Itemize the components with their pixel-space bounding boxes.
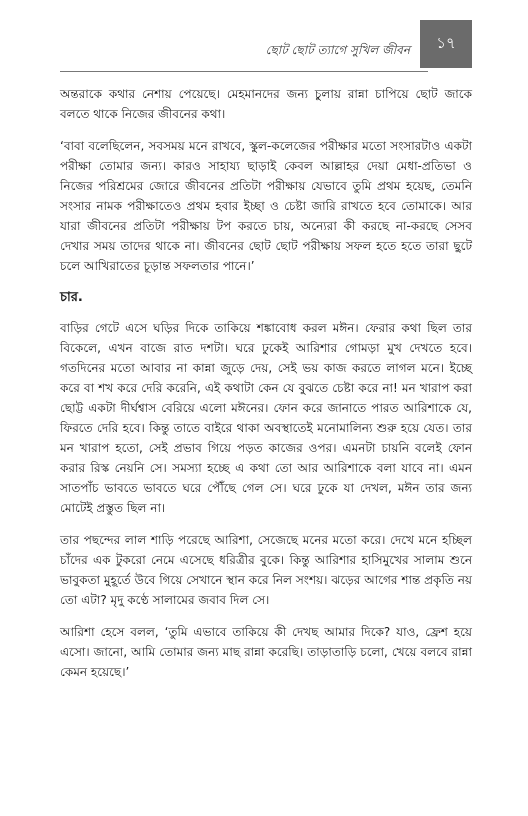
page-number-box: [420, 20, 472, 68]
header-rule: [60, 71, 428, 72]
paragraph-2: ‘বাবা বলেছিলেন, সবসময় মনে রাখবে, স্কুল-কলেজের পরীক্ষার মতো সংসারটাও একটা পরীক্ষা তোমার জন্য। কারও সাহায্য ছাড়াই কেবল আল্লাহর দেয়া মেধা-প্রতিভা ও নিজের পরিশ্রমের জোরে জীবনের প্রতিটা পরীক্ষায় যেভাবে তুমি প্রথম হয়েছ, তেমনি সংসার নামক পরীক্ষাতেও প্রথম হবার ইচ্ছা ও চেষ্টা জারি রাখতে হবে তোমাকে। আর যারা জীবনের প্রতিটা পরীক্ষায় টপ করতে চায়, অন্যেরা কী করছে না-করছে সেসব দেখার সময় তাদের থাকে না। জীবনের ছোট ছোট পরীক্ষায় সফল হতে হতে তারা ছুটে চলে আখিরাতের চূড়ান্ত সফলতার পানে।’: [60, 139, 472, 273]
paragraph-3: বাড়ির গেটে এসে ঘড়ির দিকে তাকিয়ে শঙ্কাবোধ করল মঈন। ফেরার কথা ছিল তার বিকেলে, এখন বাজে রাত দশটা। ঘরে ঢুকেই আরিশার গোমড়া মুখ দেখতে হবে। গতদিনের মতো আবার না কান্না জুড়ে দেয়, সেই ভয় কাজ করতে লাগল মনে। ইচ্ছে করে বা শখ করে দেরি করেনি, এই কথাটা কেন যে বুঝতে চেষ্টা করে না! মন খারাপ করা ছোট্ট একটা দীর্ঘশ্বাস বেরিয়ে এলো মঈনের। ফোন করে জানাতে পারত আরিশাকে যে, ফিরতে দেরি হবে। কিন্তু তাতে বাইরে থাকা অবস্থাতেই মনোমালিন্য শুরু হয়ে যেত। তার মন খারাপ হতো, সেই প্রভাব গিয়ে পড়ত কাজের ওপর। এমনটা চায়নি বলেই ফোন করার রিস্ক নেয়নি সে। সমস্যা হচ্ছে এ কথা তো আর আরিশাকে বলা যাবে না। এমন সাতপাঁচ ভাবতে ভাবতে ঘরে পৌঁছে গেল সে। ঘরে ঢুকে যা দেখল, মঈন তার জন্য মোটেই প্রস্তুত ছিল না।: [60, 321, 472, 515]
section-heading: চার.: [60, 290, 83, 305]
paragraph-5: আরিশা হেসে বলল, ‘তুমি এভাবে তাকিয়ে কী দেখছ আমার দিকে? যাও, ফ্রেশ হয়ে এসো। জানো, আমি তোমার জন্য মাছ রান্না করেছি। তাড়াতাড়ি চলো, খেয়ে বলবে রান্না কেমন হয়েছে।’: [60, 625, 472, 679]
paragraph-1: অন্তরাকে কথার নেশায় পেয়েছে। মেহমানদের জন্য চুলায় রান্না চাপিয়ে ছোট জাকে বলতে থাকে নিজের জীবনের কথা।: [60, 87, 472, 121]
paragraph-4: তার পছন্দের লাল শাড়ি পরেছে আরিশা, সেজেছে মনের মতো করে। দেখে মনে হচ্ছিল চাঁদের এক টুকরো নেমে এসেছে ধরিত্রীর বুকে। কিন্তু আরিশার হাসিমুখের সালাম শুনে ভাবুকতা মুহূর্তে উবে গিয়ে সেখানে স্থান করে নিল সংশয়। ঝড়ের আগের শান্ত প্রকৃতি নয় তো এটা? মৃদু কণ্ঠে সালামের জবাব দিল সে।: [60, 533, 472, 607]
page-body: [60, 84, 472, 694]
running-title: ছোট ছোট ত্যাগে সুখিল জীবন: [265, 43, 410, 57]
page-number: ১৭: [436, 33, 456, 52]
page-header: [0, 20, 528, 68]
